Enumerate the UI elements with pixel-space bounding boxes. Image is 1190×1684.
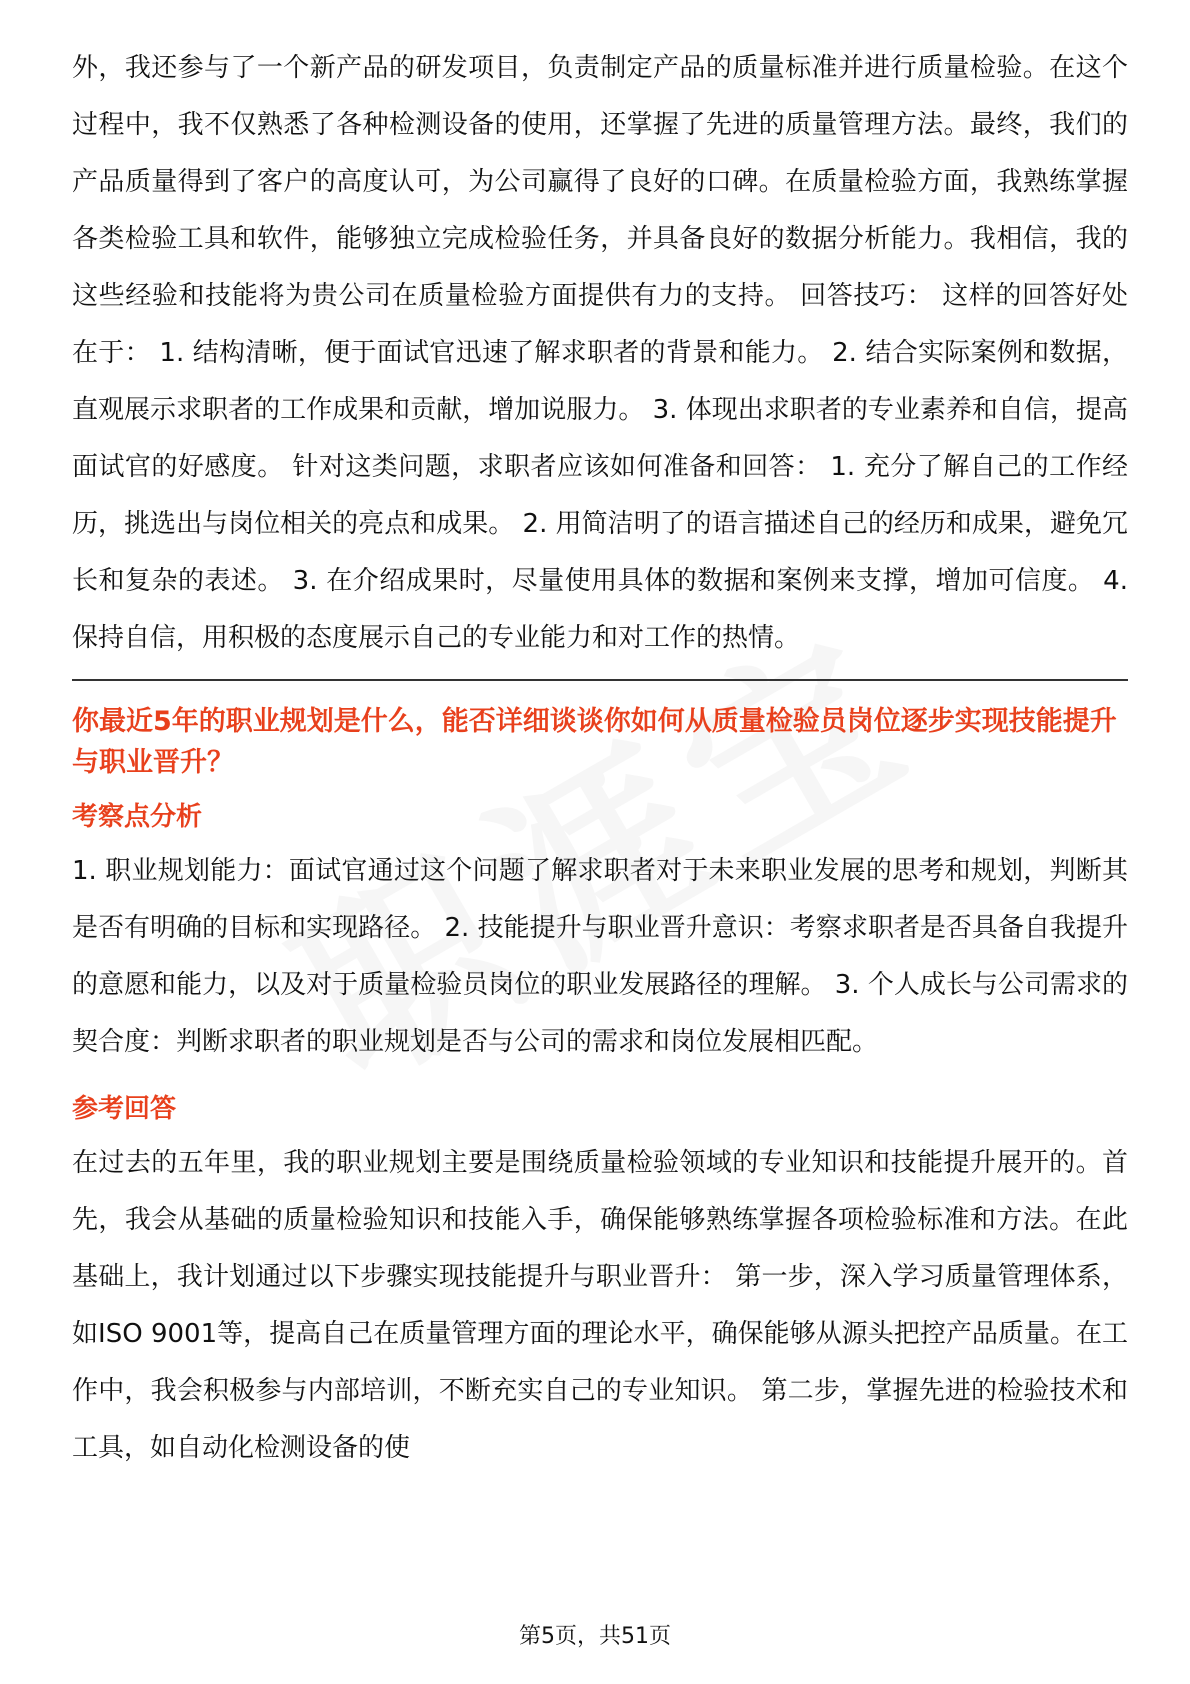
question-title: 你最近5年的职业规划是什么，能否详细谈谈你如何从质量检验员岗位逐步实现技能提升与职业晋升？ (72, 706, 1117, 778)
section-spacer (72, 1071, 1128, 1087)
section-divider (72, 679, 1128, 681)
intro-paragraph: 外，我还参与了一个新产品的研发项目，负责制定产品的质量标准并进行质量检验。在这个过程中，我不仅熟悉了各种检测设备的使用，还掌握了先进的质量管理方法。最终，我们的产品质量得到了客户的高度认可，为公司赢得了良好的口碑。在质量检验方面，我熟练掌握各类检验工具和软件，能够独立完成检验任务，并具备良好的数据分析能力。我相信，我的这些经验和技能将为贵公司在质量检验方面提供有力的支持。 回答技巧： 这样的回答好处在于： 1. 结构清晰，便于面试官迅速了解求职者的背景和能力。 2. 结合实际案例和数据，直观展示求职者的工作成果和贡献，增加说服力。 3. 体现出求职者的专业素养和自信，提高面试官的好感度。 针对这类问题，求职者应该如何准备和回答： 1. 充分了解自己的工作经历，挑选出与岗位相关的亮点和成果。 2. 用简洁明了的语言描述自己的经历和成果，避免冗长和复杂的表述。 3. 在介绍成果时，尽量使用具体的数据和案例来支撑，增加可信度。 4. 保持自信，用积极的态度展示自己的专业能力和对工作的热情。 (72, 53, 1128, 653)
page-number: 第5页，共51页 (519, 1624, 671, 1649)
document-page (72, 40, 1128, 1477)
answer-paragraph: 在过去的五年里，我的职业规划主要是围绕质量检验领域的专业知识和技能提升展开的。首先，我会从基础的质量检验知识和技能入手，确保能够熟练掌握各项检验标准和方法。在此基础上，我计划通过以下步骤实现技能提升与职业晋升： 第一步，深入学习质量管理体系，如ISO 9001等，提高自己在质量管理方面的理论水平，确保能够从源头把控产品质量。在工作中，我会积极参与内部培训，不断充实自己的专业知识。 第二步，掌握先进的检验技术和工具，如自动化检测设备的使 (72, 1148, 1128, 1463)
analysis-heading: 考察点分析 (72, 802, 203, 832)
answer-heading: 参考回答 (72, 1094, 177, 1124)
analysis-paragraph: 1. 职业规划能力：面试官通过这个问题了解求职者对于未来职业发展的思考和规划，判断其是否有明确的目标和实现路径。 2. 技能提升与职业晋升意识：考察求职者是否具备自我提升的意愿和能力，以及对于质量检验员岗位的职业发展路径的理解。 3. 个人成长与公司需求的契合度：判断求职者的职业规划是否与公司的需求和岗位发展相匹配。 (72, 856, 1128, 1057)
